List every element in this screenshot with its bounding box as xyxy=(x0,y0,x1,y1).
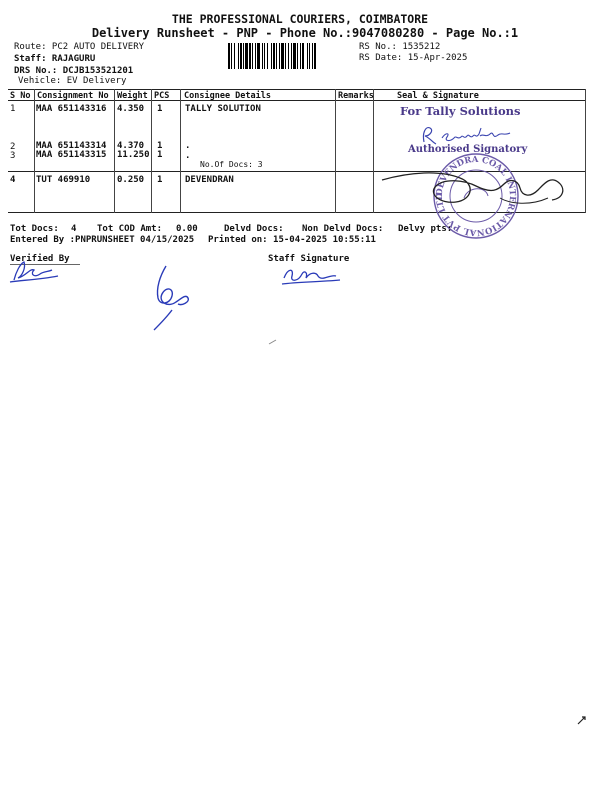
stamp-for-line: For Tally Solutions xyxy=(400,104,521,118)
col-header-seal: Seal & Signature xyxy=(397,91,479,101)
barcode-bar xyxy=(257,43,260,69)
tot-docs-value: 4 xyxy=(71,224,77,234)
vehicle-label: Vehicle: EV Delivery xyxy=(18,76,127,86)
stray-mark xyxy=(576,714,588,726)
col-divider xyxy=(373,89,374,213)
verified-by-label: Verified By xyxy=(10,254,70,264)
barcode-bar xyxy=(271,43,272,69)
printed-on: Printed on: 15-04-2025 10:55:11 xyxy=(208,235,376,245)
row-3-sno: 3 xyxy=(10,151,16,161)
row-1-sno: 1 xyxy=(10,104,16,114)
row-4-consignment: TUT 469910 xyxy=(36,175,91,185)
barcode-bar xyxy=(252,43,253,69)
tot-docs-label: Tot Docs: xyxy=(10,224,59,234)
stray-mark xyxy=(268,338,278,346)
non-delvd-docs-label: Non Delvd Docs: xyxy=(302,224,384,234)
row-2-sno: 2 xyxy=(10,142,16,152)
col-header-consignee: Consignee Details xyxy=(184,91,271,101)
row-2-consignment: MAA 651143314 xyxy=(36,141,107,151)
seal-ring-text: DEVENDRA COAL INTERNATIONAL PVT LTD xyxy=(434,154,518,238)
barcode-bar xyxy=(302,43,304,69)
barcode-bar xyxy=(314,43,316,69)
row-4-pcs: 1 xyxy=(157,175,163,185)
row-3-weight: 11.250 xyxy=(117,150,150,160)
barcode-bar xyxy=(249,43,251,69)
row-3-consignment: MAA 651143315 xyxy=(36,150,107,160)
rs-date: RS Date: 15-Apr-2025 xyxy=(359,53,468,63)
barcode-bar xyxy=(307,43,308,69)
barcode-bar xyxy=(240,43,242,69)
tot-cod-value: 0.00 xyxy=(176,224,198,234)
row-2-pcs: 1 xyxy=(157,141,163,151)
verified-by-signature xyxy=(8,258,64,284)
barcode-bar xyxy=(231,43,232,69)
srividhya-signature xyxy=(420,124,520,146)
barcode-bar xyxy=(309,43,310,69)
staff-signature-label: Staff Signature xyxy=(268,254,350,264)
row-3-consignee: . xyxy=(185,151,191,161)
barcode-bar xyxy=(262,43,263,69)
barcode-bar xyxy=(312,43,313,69)
col-header-sno: S No xyxy=(10,91,31,101)
barcode-image xyxy=(228,43,352,69)
barcode-bar xyxy=(281,43,284,69)
delvy-pts-label: Delvy pts: xyxy=(398,224,453,234)
route-label: Route: PC2 AUTO DELIVERY xyxy=(14,42,145,52)
barcode-bar xyxy=(300,43,301,69)
barcode-bar xyxy=(273,43,275,69)
row-1-weight: 4.350 xyxy=(117,104,145,114)
runsheet-title: Delivery Runsheet - PNP - Phone No.:9047080280 - Page No.:1 xyxy=(91,26,519,40)
barcode-bar xyxy=(243,43,244,69)
barcode-bar xyxy=(238,43,239,69)
barcode-bar xyxy=(288,43,289,69)
staff-signature xyxy=(280,264,344,288)
row-4-weight: 0.250 xyxy=(117,175,145,185)
barcode-bar xyxy=(291,43,292,69)
row-2-weight: 4.370 xyxy=(117,141,145,151)
col-divider xyxy=(114,89,115,213)
handwritten-signature xyxy=(148,264,196,332)
barcode-bar xyxy=(285,43,286,69)
barcode-bar xyxy=(245,43,248,69)
entered-by: Entered By :PNPRUNSHEET 04/15/2025 xyxy=(10,235,195,245)
col-divider xyxy=(34,89,35,213)
row-1-consignment: MAA 651143316 xyxy=(36,104,107,114)
col-header-pcs: PCS xyxy=(154,91,170,101)
table-top-rule xyxy=(8,89,586,90)
stamp-authorised: Authorised Signatory xyxy=(408,144,528,155)
barcode-bar xyxy=(297,43,298,69)
row-4-sno: 4 xyxy=(10,175,16,185)
barcode-bar xyxy=(228,43,230,69)
barcode-bar xyxy=(276,43,277,69)
col-divider xyxy=(585,89,586,213)
row-2-consignee: . xyxy=(185,141,191,151)
delvd-docs-label: Delvd Docs: xyxy=(224,224,284,234)
no-of-docs: No.Of Docs: 3 xyxy=(200,160,263,169)
col-divider xyxy=(335,89,336,213)
col-header-remarks: Remarks xyxy=(338,91,374,101)
row-3-pcs: 1 xyxy=(157,150,163,160)
barcode-bar xyxy=(293,43,296,69)
barcode-bar xyxy=(279,43,280,69)
row-1-pcs: 1 xyxy=(157,104,163,114)
consignee-signature xyxy=(380,168,580,216)
row-1-consignee: TALLY SOLUTION xyxy=(185,104,261,114)
rs-number: RS No.: 1535212 xyxy=(359,42,441,52)
company-title: THE PROFESSIONAL COURIERS, COIMBATORE xyxy=(171,12,429,26)
barcode-bar xyxy=(234,43,235,69)
barcode-bar xyxy=(267,43,268,69)
barcode-bar xyxy=(264,43,265,69)
col-divider xyxy=(180,89,181,213)
col-header-consignment: Consignment No xyxy=(37,91,109,101)
row-4-consignee: DEVENDRAN xyxy=(185,175,234,185)
tot-cod-label: Tot COD Amt: xyxy=(97,224,163,234)
col-header-weight: Weight xyxy=(117,91,148,101)
staff-label: Staff: RAJAGURU xyxy=(14,54,96,64)
drs-label: DRS No.: DCJB153521201 xyxy=(14,66,134,76)
col-divider xyxy=(151,89,152,213)
barcode-bar xyxy=(255,43,256,69)
